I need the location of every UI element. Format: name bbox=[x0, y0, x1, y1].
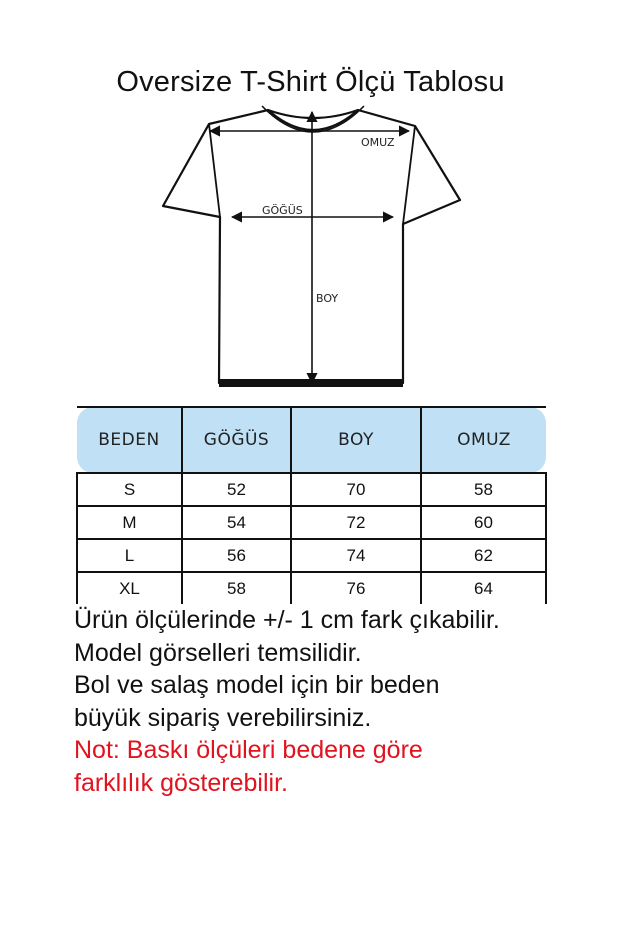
size-cell: L bbox=[77, 539, 182, 572]
note-line: Model görselleri temsilidir. bbox=[74, 638, 362, 667]
shoulder-label: OMUZ bbox=[361, 136, 395, 149]
header-cell-chest: GÖĞÜS bbox=[182, 407, 291, 473]
tshirt-diagram bbox=[0, 0, 621, 400]
chest-cell: 56 bbox=[182, 539, 291, 572]
length-cell: 74 bbox=[291, 539, 421, 572]
shoulder-cell: 60 bbox=[421, 506, 546, 539]
warning-line: farklılık gösterebilir. bbox=[74, 768, 288, 797]
size-cell: M bbox=[77, 506, 182, 539]
header-cell-shoulder: OMUZ bbox=[421, 407, 546, 473]
chest-cell: 52 bbox=[182, 473, 291, 506]
length-cell: 70 bbox=[291, 473, 421, 506]
chest-cell: 54 bbox=[182, 506, 291, 539]
table-row bbox=[77, 539, 546, 572]
size-cell: S bbox=[77, 473, 182, 506]
hem-band bbox=[219, 379, 403, 387]
table-row bbox=[77, 506, 546, 539]
page-title: Oversize T-Shirt Ölçü Tablosu bbox=[116, 66, 505, 98]
chest-label: GÖĞÜS bbox=[262, 204, 303, 217]
table-row bbox=[77, 473, 546, 506]
shoulder-cell: 64 bbox=[421, 572, 546, 604]
note-line: Ürün ölçülerinde +/- 1 cm fark çıkabilir. bbox=[74, 606, 500, 634]
header-cell-size: BEDEN bbox=[77, 407, 182, 473]
table-row bbox=[77, 572, 546, 604]
notes-block bbox=[74, 604, 614, 799]
length-cell: 72 bbox=[291, 506, 421, 539]
shoulder-cell: 58 bbox=[421, 473, 546, 506]
table-header-row bbox=[77, 407, 546, 473]
size-cell: XL bbox=[77, 572, 182, 604]
note-line: büyük sipariş verebilirsiniz. bbox=[74, 703, 372, 732]
length-cell: 76 bbox=[291, 572, 421, 604]
note-line: Bol ve salaş model için bir beden bbox=[74, 671, 440, 699]
header-cell-length: BOY bbox=[291, 407, 421, 473]
size-table bbox=[76, 406, 547, 604]
warning-line: Not: Baskı ölçüleri bedene göre bbox=[74, 736, 423, 764]
length-label: BOY bbox=[316, 292, 339, 305]
shoulder-cell: 62 bbox=[421, 539, 546, 572]
chest-cell: 58 bbox=[182, 572, 291, 604]
